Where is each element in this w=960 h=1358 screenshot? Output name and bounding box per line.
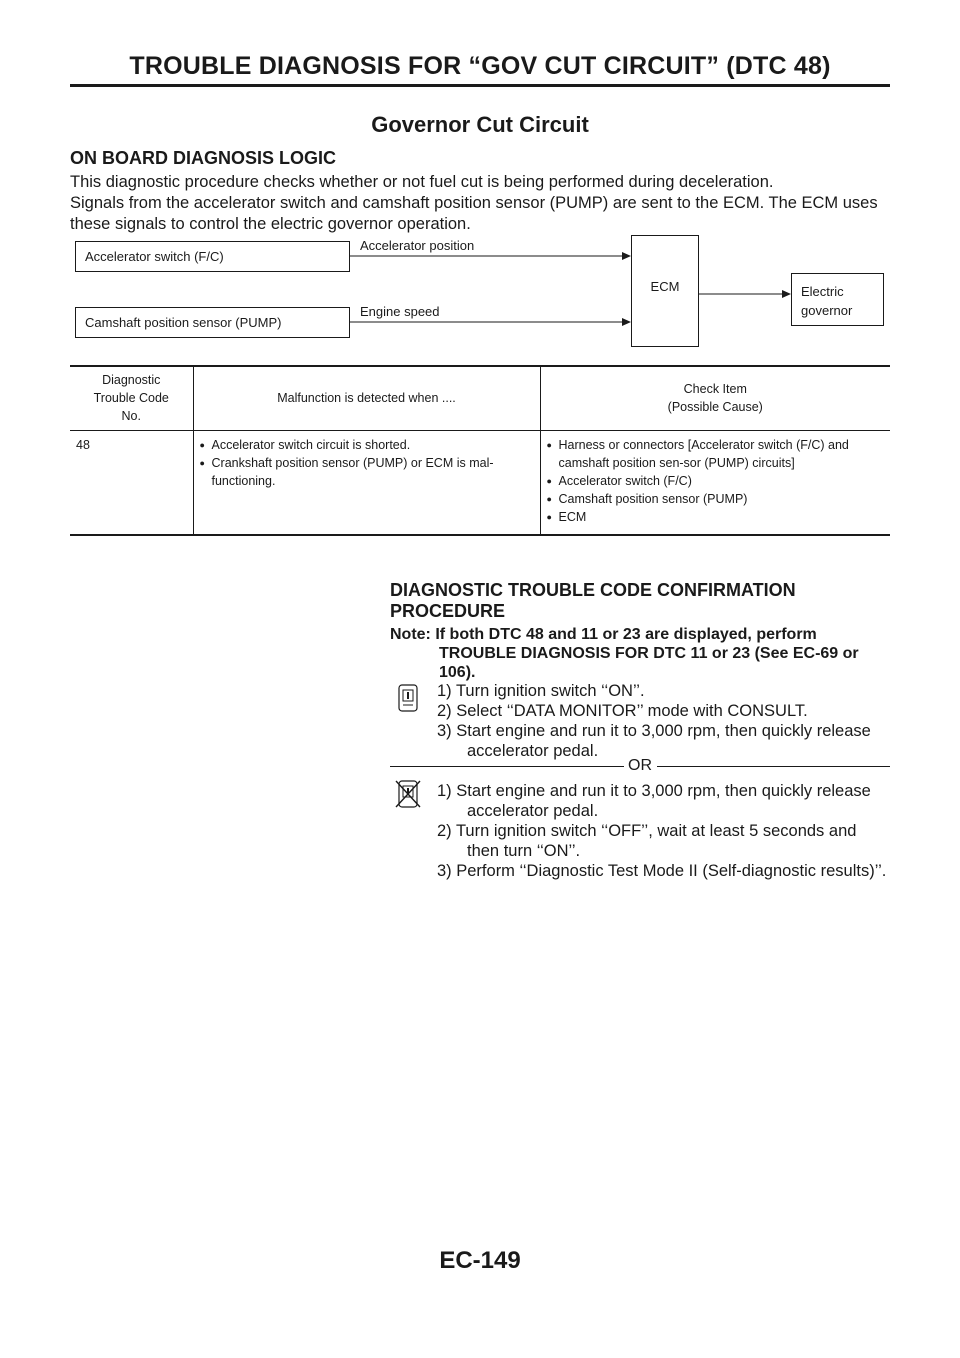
header-malfunction: Malfunction is detected when ....	[193, 366, 540, 430]
ecm-label: ECM	[650, 279, 680, 294]
page-number: EC-149	[439, 1247, 521, 1274]
logic-para-2: Signals from the accelerator switch and camshaft position sensor (PUMP) are sent to the ECM. The ECM uses these signals to control the electric governor operation.	[70, 194, 878, 233]
list-item: ● Camshaft position sensor (PUMP)	[547, 490, 885, 508]
input-label-camshaft-sensor: Camshaft position sensor (PUMP)	[85, 315, 282, 330]
or-label: OR	[628, 757, 652, 774]
signal-label-accelerator-position: Accelerator position	[360, 238, 475, 253]
table-header-row	[70, 366, 890, 430]
arrowhead-2	[622, 318, 631, 326]
or-divider	[390, 757, 890, 777]
output-label-line-1: Electric	[801, 284, 844, 299]
logic-para-1: This diagnostic procedure checks whether or not fuel cut is being performed during deceleration.	[70, 173, 774, 191]
header-check-item	[540, 366, 890, 430]
header-check-line-1: Check Item	[683, 382, 747, 397]
page-header-title: TROUBLE DIAGNOSIS FOR “GOV CUT CIRCUIT” (DTC 48)	[129, 52, 831, 80]
note-line-2: TROUBLE DIAGNOSIS FOR DTC 11 or 23 (See EC-69 or	[439, 645, 859, 662]
input-label-accelerator-switch: Accelerator switch (F/C)	[85, 249, 224, 264]
list-item: ● Harness or connectors [Accelerator switch (F/C) and camshaft position sen-sor (PUMP) circuits]	[547, 436, 885, 472]
diagram-connectors	[0, 0, 960, 360]
signal-label-engine-speed: Engine speed	[360, 304, 440, 319]
list-item: 1) Turn ignition switch ‘‘ON’’.	[437, 682, 645, 700]
list-item: ● Crankshaft position sensor (PUMP) or ECM is mal-functioning.	[200, 454, 534, 490]
cell-check-items	[540, 430, 890, 535]
header-dtc-line-3: No.	[121, 409, 141, 424]
list-item: 2) Turn ignition switch ‘‘OFF’’, wait at least 5 seconds and then turn ‘‘ON’’.	[437, 822, 857, 860]
arrowhead-1	[622, 252, 631, 260]
consult-tester-icon	[395, 683, 421, 713]
header-dtc-line-2: Trouble Code	[93, 391, 169, 406]
nonconsult-steps	[437, 781, 890, 881]
table-row	[70, 430, 890, 535]
confirmation-heading	[390, 580, 796, 622]
arrowhead-3	[782, 290, 791, 298]
header-check-line-2: (Possible Cause)	[667, 400, 763, 415]
cell-dtc-code: 48	[76, 437, 90, 452]
cell-malfunctions	[193, 430, 540, 535]
list-item: 3) Perform ‘‘Diagnostic Test Mode II (Self-diagnostic results)’’.	[437, 862, 887, 880]
note-line-1: Note: If both DTC 48 and 11 or 23 are displayed, perform	[390, 626, 817, 643]
or-line-right	[657, 766, 890, 767]
header-dtc-no	[70, 366, 193, 430]
list-item: ● Accelerator switch (F/C)	[547, 472, 885, 490]
confirmation-heading-line-1: DIAGNOSTIC TROUBLE CODE CONFIRMATION	[390, 580, 796, 600]
list-item: 1) Start engine and run it to 3,000 rpm, then quickly release accelerator pedal.	[437, 782, 871, 820]
list-item: ● Accelerator switch circuit is shorted.	[200, 436, 534, 454]
confirmation-heading-line-2: PROCEDURE	[390, 601, 506, 621]
dtc-table	[70, 365, 890, 536]
list-item: 2) Select ‘‘DATA MONITOR’’ mode with CONSULT.	[437, 702, 808, 720]
list-item: 3) Start engine and run it to 3,000 rpm, then quickly release accelerator pedal.	[437, 722, 871, 760]
no-tools-icon	[395, 779, 421, 809]
logic-heading: ON BOARD DIAGNOSIS LOGIC	[70, 148, 337, 168]
confirmation-note	[390, 625, 890, 682]
header-dtc-line-1: Diagnostic	[102, 373, 161, 388]
note-line-3: 106).	[439, 664, 476, 681]
consult-steps	[437, 681, 890, 761]
list-item: ● ECM	[547, 508, 885, 526]
section-title: Governor Cut Circuit	[371, 112, 589, 137]
output-label-line-2: governor	[801, 303, 853, 318]
